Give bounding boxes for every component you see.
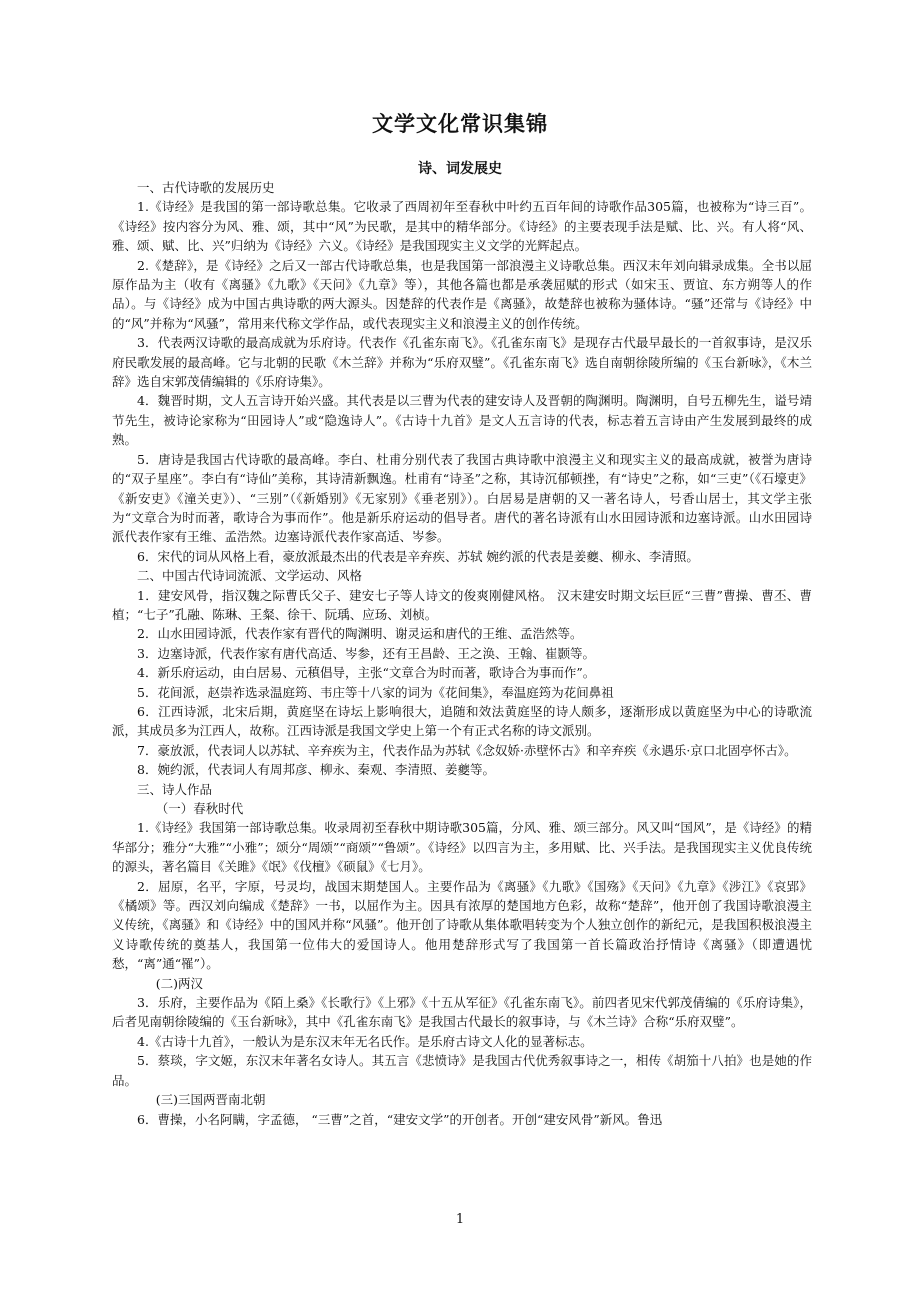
document-body <box>112 178 812 1129</box>
section-heading: 三、诗人作品 <box>137 781 213 797</box>
paragraph: 6．宋代的词从风格上看，豪放派最杰出的代表是辛弃疾、苏轼 婉约派的代表是姜夔、柳永、李清照。 <box>137 548 699 564</box>
subsection-heading: (二)两汉 <box>155 975 204 991</box>
subsection-heading: （一）春秋时代 <box>155 801 244 816</box>
paragraph: 2.《楚辞》，是《诗经》之后又一部古代诗歌总集，也是我国第一部浪漫主义诗歌总集。西汉末年刘向辑录成集。全书以屈原作品为主（收有《离骚》《九歌》《天问》《九章》等），其他各篇也都是承袭屈赋的形式（如宋玉、贾谊、东方朔等人的作品）。与《诗经》成为中国古典诗歌的两大源头。因楚辞的代表作是《离骚》，故楚辞也被称为骚体诗。“骚”还常与《诗经》中的“风”并称为“风骚”，常用来代称文学作品，或代表现实主义和浪漫主义的创作传统。 <box>112 257 812 331</box>
section-heading: 二、中国古代诗词流派、文学运动、风格 <box>137 568 363 584</box>
paragraph: 6．江西诗派，北宋后期，黄庭坚在诗坛上影响很大，追随和效法黄庭坚的诗人颇多，逐渐形成以黄庭坚为中心的诗歌流派，其成员多为江西人，故称。江西诗派是我国文学史上第一个有正式名称的诗文派别。 <box>112 703 812 739</box>
paragraph: 2．屈原，名平，字原，号灵均，战国末期楚国人。主要作品为《离骚》《九歌》《国殇》《天问》《九章》《涉江》《哀郢》《橘颂》等。西汉刘向编成《楚辞》一书，以屈作为主。因具有浓厚的楚国地方色彩，故称“楚辞”，他开创了我国诗歌浪漫主义传统，《离骚》和《诗经》中的国风并称“风骚”。他开创了诗歌从集体歌唱转变为个人独立创作的新纪元，是我国积极浪漫主义诗歌传统的奠基人，我国第一位伟大的爱国诗人。他用楚辞形式写了我国第一首长篇政治抒情诗《离骚》（即遭遇忧愁，“离”通“罹”）。 <box>112 878 812 972</box>
paragraph: 3．代表两汉诗歌的最高成就为乐府诗。代表作《孔雀东南飞》。《孔雀东南飞》是现存古代最早最长的一首叙事诗，是汉乐府民歌发展的最高峰。它与北朝的民歌《木兰辞》并称为“乐府双璧”。《孔雀东南飞》选自南朝徐陵所编的《玉台新咏》，《木兰辞》选自宋郭茂倩编辑的《乐府诗集》。 <box>112 335 812 390</box>
paragraph: 2．山水田园诗派，代表作家有晋代的陶渊明、谢灵运和唐代的王维、孟浩然等。 <box>137 626 583 642</box>
paragraph: 6．曹操，小名阿瞒，字孟德， “三曹”之首，“建安文学”的开创者。开创“建安风骨”新风。鲁迅 <box>137 1111 663 1127</box>
section-subtitle: 诗、词发展史 <box>418 161 502 177</box>
paragraph: 5．花间派，赵崇祚选录温庭筠、韦庄等十八家的词为《花间集》，奉温庭筠为花间鼻祖 <box>137 684 614 700</box>
page-number: 1 <box>455 1212 465 1227</box>
paragraph: 5．唐诗是我国古代诗歌的最高峰。李白、杜甫分别代表了我国古典诗歌中浪漫主义和现实主义的最高成就，被誉为唐诗的“双子星座”。李白有“诗仙”美称，其诗清新飘逸。杜甫有“诗圣”之称，其诗沉郁顿挫，有“诗史”之称，如“三吏”（《石壕吏》《新安吏》《潼关吏》）、“三别”（《新婚别》《无家别》《垂老别》）。白居易是唐朝的又一著名诗人，号香山居士，其文学主张为“文章合为时而著，歌诗合为事而作”。他是新乐府运动的倡导者。唐代的著名诗派有山水田园诗派和边塞诗派。山水田园诗派代表作家有王维、孟浩然。边塞诗派代表作家高适、岑参。 <box>112 451 812 545</box>
section-heading: 一、古代诗歌的发展历史 <box>137 180 275 195</box>
paragraph: 8．婉约派，代表词人有周邦彦、柳永、秦观、李清照、姜夔等。 <box>137 762 495 778</box>
paragraph: 7．豪放派，代表词人以苏轼、辛弃疾为主，代表作品为苏轼《念奴娇·赤壁怀古》和辛弃疾《永遇乐·京口北固亭怀古》。 <box>137 742 797 758</box>
paragraph: 1．建安风骨，指汉魏之际曹氏父子、建安七子等人诗文的俊爽刚健风格。 汉末建安时期文坛巨匠“三曹”曹操、曹丕、曹植；“七子”孔融、陈琳、王粲、徐干、阮瑀、应玚、刘桢。 <box>112 587 812 622</box>
paragraph: 4．新乐府运动，由白居易、元稹倡导，主张“文章合为时而著，歌诗合为事而作”。 <box>137 665 596 681</box>
paragraph: 3．边塞诗派，代表作家有唐代高适、岑参，还有王昌龄、王之涣、王翰、崔颢等。 <box>137 645 595 661</box>
paragraph: 4.《古诗十九首》，一般认为是东汉末年无名氏作。是乐府古诗文人化的显著标志。 <box>137 1033 593 1049</box>
paragraph: 1.《诗经》我国第一部诗歌总集。收录周初至春秋中期诗歌305篇，分风、雅、颂三部分。风又叫“国风”，是《诗经》的精华部分；雅分“大雅”“小雅”；颂分“周颂”“商颂”“鲁颂”。《诗经》以四言为主，多用赋、比、兴手法。是我国现实主义优良传统的源头，著名篇目《关雎》《氓》《伐檀》《硕鼠》《七月》。 <box>112 820 812 875</box>
paragraph: 4．魏晋时期，文人五言诗开始兴盛。其代表是以三曹为代表的建安诗人及晋朝的陶渊明。陶渊明，自号五柳先生，谥号靖节先生，被诗论家称为“田园诗人”或“隐逸诗人”。《古诗十九首》是文人五言诗的代表，标志着五言诗由产生发展到最终的成熟。 <box>112 393 812 448</box>
subsection-heading: (三)三国两晋南北朝 <box>155 1092 266 1108</box>
paragraph: 1.《诗经》是我国的第一部诗歌总集。它收录了西周初年至春秋中叶约五百年间的诗歌作品305篇，也被称为“诗三百”。《诗经》按内容分为风、雅、颂，其中“风”为民歌，是其中的精华部分。《诗经》的主要表现手法是赋、比、兴。有人将“风、雅、颂、赋、比、兴”归纳为《诗经》六义。《诗经》是我国现实主义文学的光辉起点。 <box>112 199 812 254</box>
paragraph: 5．蔡琰，字文姬，东汉末年著名女诗人。其五言《悲愤诗》是我国古代优秀叙事诗之一，相传《胡笳十八拍》也是她的作品。 <box>112 1053 812 1088</box>
document-title: 文学文化常识集锦 <box>372 112 548 136</box>
paragraph: 3．乐府，主要作品为《陌上桑》《长歌行》《上邪》《十五从军征》《孔雀东南飞》。前四者见宋代郭茂倩编的《乐府诗集》，后者见南朝徐陵编的《玉台新咏》，其中《孔雀东南飞》是我国古代最长的叙事诗，与《木兰诗》合称“乐府双璧”。 <box>112 995 812 1030</box>
